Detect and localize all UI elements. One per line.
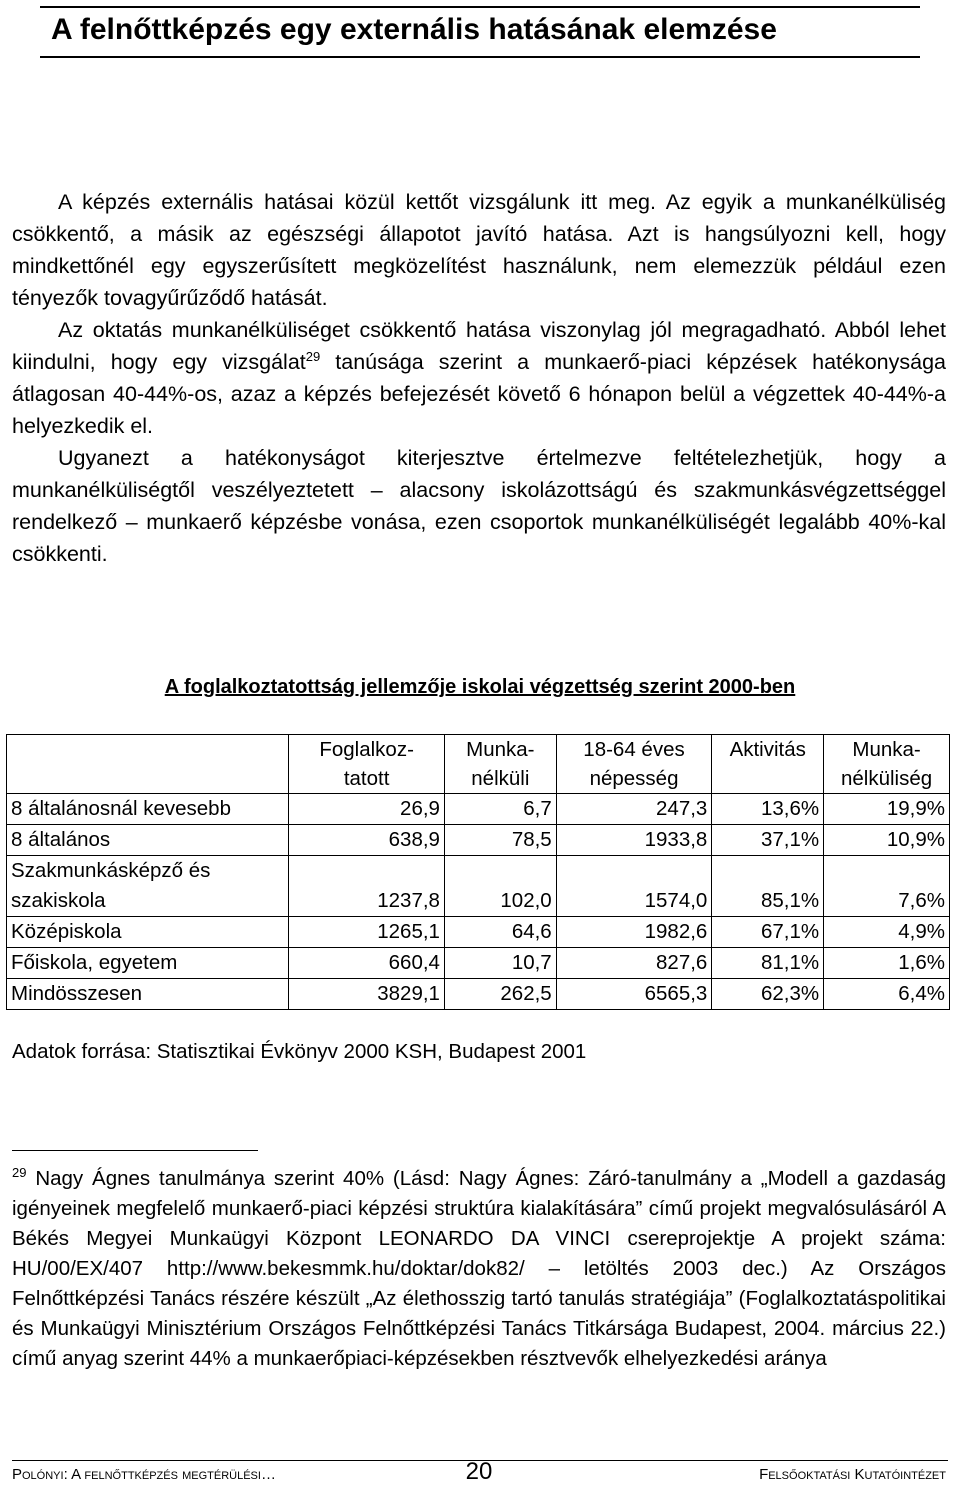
table-cell: 13,6% [712, 794, 824, 825]
table-cell: 78,5 [444, 825, 556, 856]
header-label: Foglalkoz- tatott [319, 738, 414, 790]
header-cell [824, 735, 950, 794]
table-cell: 10,7 [444, 948, 556, 979]
table-cell: 4,9% [824, 917, 950, 948]
table-row [7, 917, 950, 948]
page-title: A felnőttképzés egy externális hatásának elemzése [51, 13, 777, 46]
title-rule [40, 56, 920, 58]
header-cell [444, 735, 556, 794]
table-cell: 827,6 [556, 948, 712, 979]
row-label: Mindösszesen [7, 979, 289, 1010]
paragraph-1: A képzés externális hatásai közül kettőt vizsgálunk itt meg. Az egyik a munkanélküliség csökkentő, a másik az egészségi állapotot javító hatása. Azt is hangsúlyozni kell, hogy mindkettőnél egy egyszerűsített megközelítést használunk, nem elemezzük például ezen tényezők tovagyűrűződő hatását. [12, 190, 946, 310]
paragraph-3: Ugyanezt a hatékonyságot kiterjesztve értelmezve feltételezhetjük, hogy a munkanélküliségtől veszélyeztetett – alacsony iskolázottságú és szakmunkásvégzettséggel rendelkező – munkaerő képzésbe vonása, ezen csoportok munkanélküliségét legalább 40%-kal csökkenti. [12, 446, 946, 566]
footnote-ref[interactable]: 29 [305, 348, 321, 364]
table-cell: 247,3 [556, 794, 712, 825]
data-source: Adatok forrása: Statisztikai Évkönyv 2000 KSH, Budapest 2001 [12, 1040, 587, 1063]
table-header-row [7, 735, 950, 794]
table-cell: 26,9 [289, 794, 445, 825]
table-cell: 37,1% [712, 825, 824, 856]
table-cell: 67,1% [712, 917, 824, 948]
table-title: A foglalkoztatottság jellemzője iskolai végzettség szerint 2000-ben [164, 676, 796, 698]
table-row [7, 825, 950, 856]
table-cell: 1,6% [824, 948, 950, 979]
page-footer [12, 1460, 946, 1484]
page-number: 20 [465, 1458, 493, 1485]
employment-table [6, 734, 950, 1010]
table-cell: 262,5 [444, 979, 556, 1010]
table-row [7, 979, 950, 1010]
footnote-number: 29 [12, 1165, 27, 1181]
table-cell: 6565,3 [556, 979, 712, 1010]
table-cell: 638,9 [289, 825, 445, 856]
table-cell: 19,9% [824, 794, 950, 825]
footnote [12, 1164, 946, 1374]
header-cell [289, 735, 445, 794]
table-cell: 1933,8 [556, 825, 712, 856]
table-row [7, 948, 950, 979]
table-cell: 6,7 [444, 794, 556, 825]
table-cell: 81,1% [712, 948, 824, 979]
table-cell: 1574,0 [556, 856, 712, 917]
header-label: Munka- nélküliség [840, 738, 933, 790]
table-cell: 62,3% [712, 979, 824, 1010]
paragraph-2-text-b: tanúsága szerint a munkaerő-piaci képzések hatékonysága átlagosan 40-44%-os, azaz a képzés befejezését követő 6 hónapon belül a végzettek 40-44%-a helyezkedik el. [12, 350, 946, 438]
table-cell: 102,0 [444, 856, 556, 917]
header-label: Aktivitás [729, 738, 806, 761]
table-cell: 1237,8 [289, 856, 445, 917]
table-cell: 660,4 [289, 948, 445, 979]
row-label: Szakmunkásképző és szakiskola [7, 856, 289, 917]
row-label: 8 általános [7, 825, 289, 856]
header-cell [712, 735, 824, 794]
footer-institution: Felsőoktatási Kutatóintézet [759, 1466, 946, 1483]
row-label: Főiskola, egyetem [7, 948, 289, 979]
paragraph-2-text-a: Az oktatás munkanélküliséget csökkentő hatása viszonylag jól megragadható. Abból lehet kiindulni, hogy egy vizsgálat [12, 318, 946, 374]
table-cell: 64,6 [444, 917, 556, 948]
row-label: Középiskola [7, 917, 289, 948]
table-row [7, 856, 950, 917]
header-cell [7, 735, 289, 794]
footnote-rule [12, 1150, 258, 1151]
footnote-paragraph [12, 1164, 946, 1374]
table-cell: 6,4% [824, 979, 950, 1010]
table-cell: 3829,1 [289, 979, 445, 1010]
table-cell: 10,9% [824, 825, 950, 856]
body-text [12, 186, 946, 570]
row-label: 8 általánosnál kevesebb [7, 794, 289, 825]
paragraph-2 [12, 314, 946, 442]
table-cell: 85,1% [712, 856, 824, 917]
header-label: 18-64 éves népesség [583, 738, 685, 790]
table-row [7, 794, 950, 825]
header-cell [556, 735, 712, 794]
footer-author-title: Polónyi: A felnőttképzés megtérülési… [12, 1466, 276, 1483]
table-cell: 1265,1 [289, 917, 445, 948]
table-cell: 1982,6 [556, 917, 712, 948]
footnote-text: Nagy Ágnes tanulmánya szerint 40% (Lásd: Nagy Ágnes: Záró-tanulmány a „Modell a gazdaság igényeinek megfelelő munkaerő-piaci képzési struktúra kialakítására” című projekt megvalósulásáról A Békés Megyei Munkaügyi Központ LEONARDO DA VINCI csereprojektje A projekt száma: HU/00/EX/407 http://www.bekesmmk.hu/doktar/dok82/ – letöltés 2003 dec.) Az Országos Felnőttképzési Tanács részére készült „Az élethosszig tartó tanulás stratégiája” (Foglalkoztatáspolitikai és Munkaügyi Minisztérium Országos Felnőttképzési Tanács Titkársága Budapest, 2004. március 22.) című anyag szerint 44% a munkaerőpiaci-képzésekben résztvevők elhelyezkedési aránya [12, 1167, 946, 1370]
header-label: Munka- nélküli [466, 738, 535, 790]
table-cell: 7,6% [824, 856, 950, 917]
